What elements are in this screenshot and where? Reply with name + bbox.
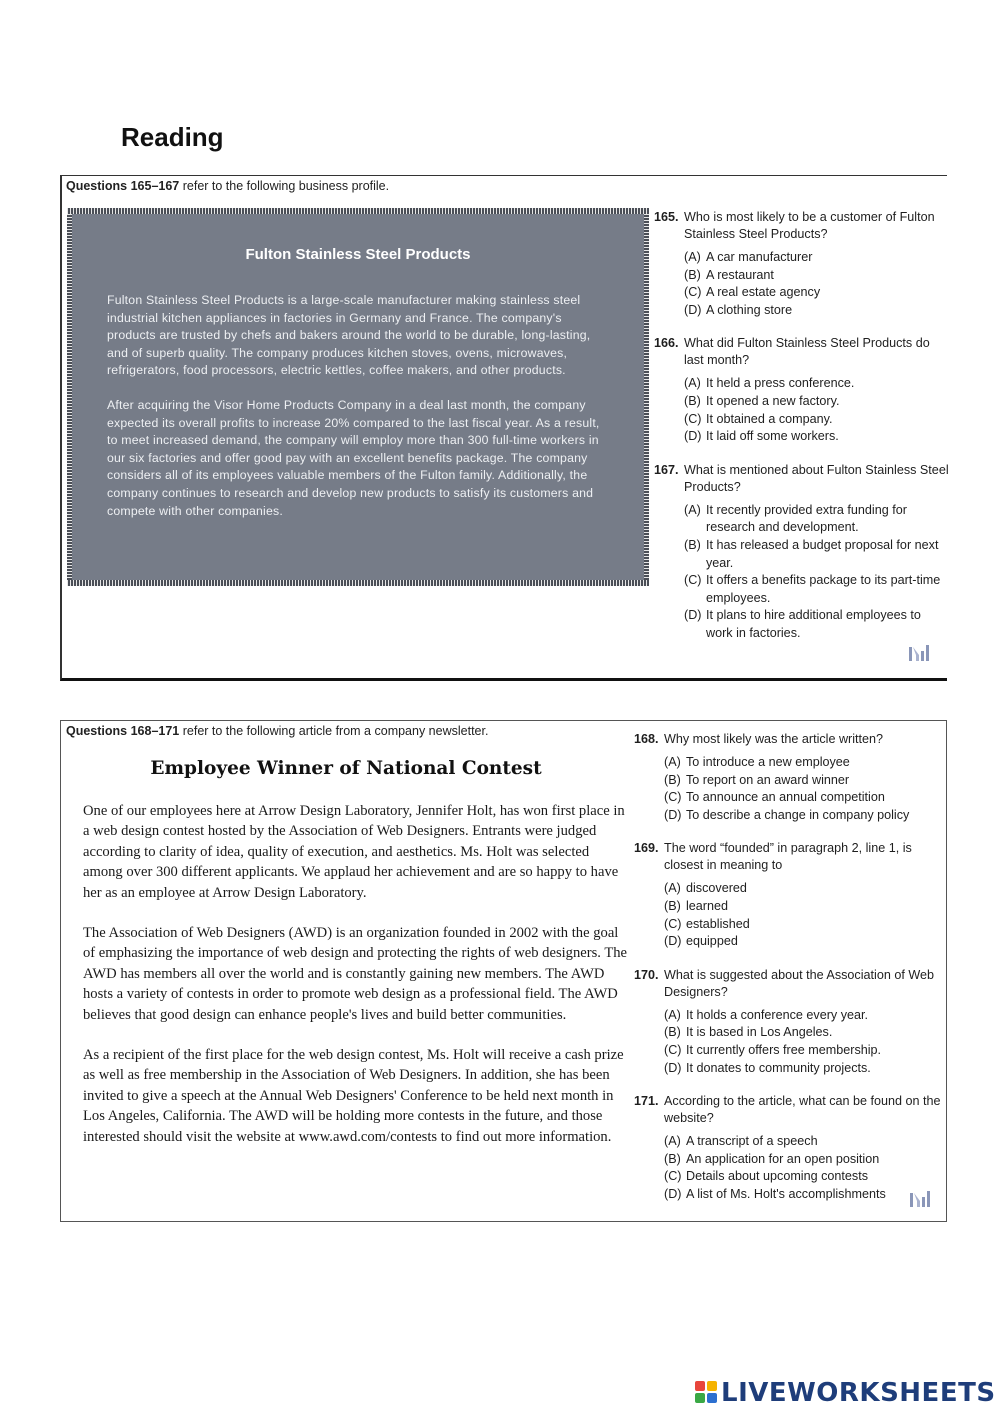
section-intro <box>66 724 488 738</box>
watermark-text: LIVEWORKSHEETS <box>721 1378 996 1408</box>
profile-body <box>107 292 609 537</box>
answer-option[interactable] <box>664 807 946 825</box>
decorative-border <box>67 214 72 580</box>
option-letter: (B) <box>684 267 701 282</box>
question-text: What did Fulton Stainless Steel Products do last month? <box>684 336 930 368</box>
decorative-border <box>644 214 649 580</box>
question-set-168-171 <box>60 720 947 1222</box>
question-number: 167. <box>654 462 679 477</box>
option-text: A clothing store <box>706 302 793 317</box>
question-set-165-167 <box>60 175 947 681</box>
intro-text: refer to the following business profile. <box>179 179 390 193</box>
option-letter: (D) <box>664 1060 682 1075</box>
answer-option[interactable] <box>664 1024 946 1042</box>
option-text: learned <box>686 898 729 913</box>
question-165 <box>654 209 950 319</box>
option-letter: (D) <box>684 608 702 623</box>
answer-option[interactable] <box>664 1151 946 1169</box>
question-number: 168. <box>634 732 659 746</box>
answer-option[interactable] <box>664 772 946 790</box>
option-letter: (D) <box>664 934 682 949</box>
option-letter: (C) <box>664 790 682 805</box>
option-text: It recently provided extra funding for research and development. <box>706 502 907 535</box>
answer-option[interactable] <box>684 428 950 446</box>
option-text: It has released a budget proposal for next year. <box>706 537 939 570</box>
question-text: What is mentioned about Fulton Stainless Steel Products? <box>684 462 949 494</box>
answer-option[interactable] <box>664 754 946 772</box>
option-text: It laid off some workers. <box>706 429 839 444</box>
option-text: It opened a new factory. <box>706 393 840 408</box>
answer-option[interactable] <box>684 607 950 642</box>
option-text: An application for an open position <box>686 1151 880 1166</box>
question-range: Questions 168–171 <box>66 724 180 738</box>
article-paragraph: As a recipient of the first place for the web design contest, Ms. Holt will receive a cash prize as well as free membership in the Association of Web Designers. In addition, she has been invited to give a speech at the Annual Web Designers' Conference to be held next month in Los Angeles, California. The AWD will be holding more contests in the future, and those interested should visit the website at www.awd.com/contests to find out more information. <box>83 1047 624 1145</box>
option-text: To introduce a new employee <box>686 755 850 769</box>
option-letter: (C) <box>664 916 682 931</box>
option-text: A transcript of a speech <box>686 1134 818 1149</box>
answer-option[interactable] <box>684 537 950 572</box>
decorative-border <box>67 580 649 586</box>
answer-option[interactable] <box>684 267 950 285</box>
option-letter: (B) <box>684 393 701 408</box>
page-title: Reading <box>121 122 224 152</box>
answer-option[interactable] <box>684 502 950 537</box>
option-letter: (C) <box>684 411 702 426</box>
option-letter: (C) <box>684 285 702 300</box>
question-text: What is suggested about the Association of Web Designers? <box>664 967 934 999</box>
publisher-logo-icon <box>908 641 932 663</box>
option-text: discovered <box>686 881 747 896</box>
question-text: The word “founded” in paragraph 2, line 1, is closest in meaning to <box>664 841 912 873</box>
option-letter: (D) <box>684 429 702 444</box>
option-letter: (A) <box>664 1007 681 1022</box>
article-title: Employee Winner of National Contest <box>150 758 542 779</box>
option-letter: (A) <box>684 376 701 391</box>
answer-option[interactable] <box>684 393 950 411</box>
option-letter: (B) <box>664 1025 681 1040</box>
option-text: To announce an annual competition <box>686 790 885 805</box>
question-text: According to the article, what can be found on the website? <box>664 1094 941 1126</box>
liveworksheets-watermark <box>695 1378 996 1408</box>
option-text: A car manufacturer <box>706 250 813 264</box>
answer-option[interactable] <box>684 411 950 429</box>
profile-paragraph: Fulton Stainless Steel Products is a large-scale manufacturer making stainless steel industrial kitchen appliances in factories in Germany and France. The company's products are trusted by chefs and bakers around the world to be durable, long-lasting, and of superb quality. The company produces kitchen stoves, ovens, microwaves, refrigerators, food processors, electric kettles, coffee makers, and other products. <box>107 293 591 378</box>
question-range: Questions 165–167 <box>66 179 180 193</box>
liveworksheets-logo-icon <box>695 1381 717 1403</box>
decorative-border <box>67 208 649 214</box>
question-text: Who is most likely to be a customer of Fulton Stainless Steel Products? <box>684 210 935 241</box>
option-letter: (A) <box>684 502 701 517</box>
question-number: 166. <box>654 336 679 351</box>
question-list <box>654 209 950 659</box>
answer-option[interactable] <box>664 1186 946 1204</box>
option-text: A restaurant <box>706 267 774 282</box>
answer-option[interactable] <box>684 302 950 320</box>
option-text: It obtained a company. <box>706 411 833 426</box>
answer-option[interactable] <box>684 284 950 302</box>
question-number: 165. <box>654 210 679 224</box>
answer-option[interactable] <box>664 916 946 934</box>
answer-option[interactable] <box>664 1007 946 1025</box>
business-profile <box>67 208 649 586</box>
option-text: It is based in Los Angeles. <box>686 1025 833 1040</box>
article-paragraph: One of our employees here at Arrow Design Laboratory, Jennifer Holt, has won first place in a web design contest hosted by the Association of Web Designers. Entrants were judged according to clarity of idea, quality of execution, and aesthetics. Ms. Holt was selected among over 300 different applicants. We applaud her achievement and are so happy to have her as an employee at Arrow Design Laboratory. <box>83 803 625 901</box>
option-text: Details about upcoming contests <box>686 1169 869 1184</box>
option-letter: (C) <box>664 1169 682 1184</box>
question-number: 171. <box>634 1094 659 1109</box>
option-text: A real estate agency <box>706 285 821 300</box>
option-text: equipped <box>686 934 738 949</box>
option-letter: (C) <box>684 573 702 588</box>
question-168 <box>634 731 946 824</box>
option-letter: (A) <box>684 250 701 264</box>
option-letter: (A) <box>664 755 681 769</box>
option-letter: (B) <box>664 772 681 787</box>
profile-paragraph: After acquiring the Visor Home Products Company in a deal last month, the company expected its overall profits to increase 20% compared to the last fiscal year. As a result, to meet increased demand, the company will employ more than 300 full-time workers in our six factories and offer good pay with an excellent benefits package. The company considers all of its employees valuable members of the Fulton family. Additionally, the company continues to research and develop new products to satisfy its customers and compete with other companies. <box>107 397 600 518</box>
answer-option[interactable] <box>664 880 946 898</box>
answer-option[interactable] <box>664 1168 946 1186</box>
option-text: It donates to community projects. <box>686 1060 871 1075</box>
option-letter: (A) <box>664 881 681 896</box>
option-text: It currently offers free membership. <box>686 1042 882 1057</box>
profile-title: Fulton Stainless Steel Products <box>245 246 471 263</box>
option-text: It offers a benefits package to its part-time employees. <box>706 573 941 605</box>
question-169 <box>634 840 946 950</box>
option-text: established <box>686 916 750 931</box>
section-intro <box>66 179 389 193</box>
option-text: It held a press conference. <box>706 376 855 391</box>
question-171 <box>634 1093 946 1203</box>
option-text: It plans to hire additional employees to work in factories. <box>706 608 921 640</box>
answer-option[interactable] <box>684 375 950 393</box>
option-letter: (B) <box>684 537 701 552</box>
option-letter: (D) <box>684 302 702 317</box>
option-letter: (D) <box>664 807 682 822</box>
answer-option[interactable] <box>684 249 950 267</box>
article-paragraph: The Association of Web Designers (AWD) is an organization founded in 2002 with the goal of emphasizing the importance of web design and protecting the rights of web designers. The AWD has members all over the world and is constantly gaining new members. The AWD hosts a variety of contests in order to promote web design as a professional field. The AWD believes that good design can enhance people's lives and build better communities. <box>83 925 628 1023</box>
option-letter: (D) <box>664 1186 682 1201</box>
answer-option[interactable] <box>664 1060 946 1078</box>
option-text: It holds a conference every year. <box>686 1007 869 1022</box>
question-166 <box>654 335 950 445</box>
question-170 <box>634 967 946 1077</box>
option-letter: (C) <box>664 1042 682 1057</box>
question-list <box>634 731 946 1220</box>
question-number: 169. <box>634 841 659 856</box>
question-number: 170. <box>634 967 659 982</box>
question-text: Why most likely was the article written? <box>664 732 884 746</box>
answer-option[interactable] <box>664 933 946 951</box>
answer-option[interactable] <box>664 1042 946 1060</box>
answer-option[interactable] <box>664 1133 946 1151</box>
option-letter: (A) <box>664 1134 681 1149</box>
option-letter: (B) <box>664 1151 681 1166</box>
answer-option[interactable] <box>664 898 946 916</box>
option-text: A list of Ms. Holt's accomplishments <box>686 1186 886 1201</box>
answer-option[interactable] <box>664 789 946 807</box>
publisher-logo-icon <box>909 1187 933 1209</box>
question-167 <box>654 462 950 643</box>
answer-option[interactable] <box>684 572 950 607</box>
option-text: To report on an award winner <box>686 772 850 787</box>
intro-text: refer to the following article from a company newsletter. <box>179 724 489 738</box>
option-text: To describe a change in company policy <box>686 807 910 822</box>
option-letter: (B) <box>664 898 681 913</box>
article-body <box>83 801 628 1167</box>
